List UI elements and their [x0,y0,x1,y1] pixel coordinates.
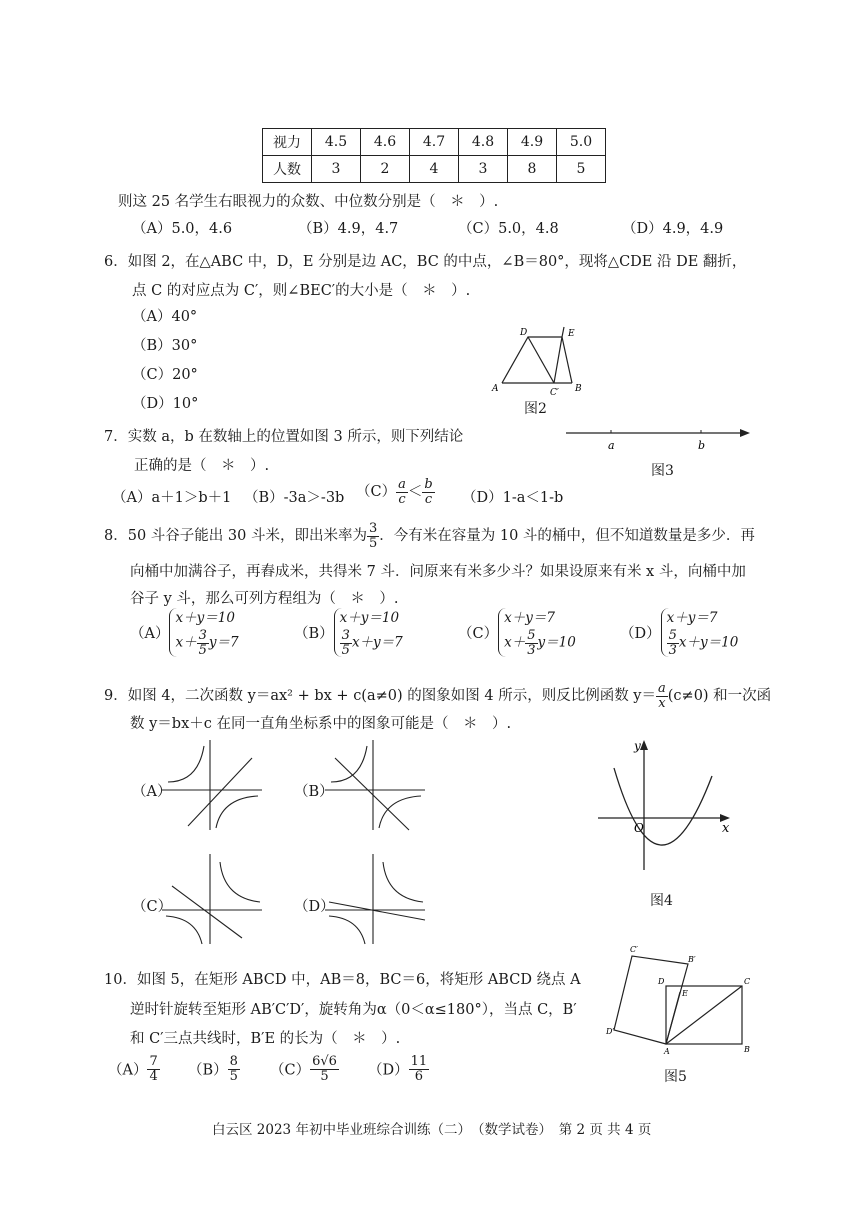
fig2-label-c1: C′ [550,388,559,398]
table-cell: 4.5 [312,129,361,156]
page-footer: 白云区 2023 年初中毕业班综合训练（二） （数学试卷） 第 2 页 共 4 页 [212,1122,652,1138]
q5-option-a: （A）5.0，4.6 [132,221,233,237]
q6-option-a: （A）40° [132,309,198,325]
axis-point-b: b [698,439,706,452]
fig5-label-a: A [664,1047,670,1056]
figure-4-parabola [596,740,736,880]
equation-system: x＋y＝7 $\frac{5}{3}$ x＋y＝10 [661,608,739,657]
fraction-a-over-x: $\frac{a}{x}$ [658,681,666,711]
q9-option-d-label: （D） [294,899,335,915]
q9-graph-a [162,738,267,833]
q10-option-a: （A） $\frac{7}{4}$ [108,1054,158,1084]
table-cell: 8 [508,156,557,183]
table-head-vision: 视力 [263,129,312,156]
q7-line1: 7．实数 a，b 在数轴上的位置如图 3 所示，则下列结论 [104,429,464,445]
table-cell: 4.7 [410,129,459,156]
q8-line2: 向桶中加满谷子，再舂成米，共得米 7 斗．问原来有米多少斗？如果设原来有米 x 斗，向桶中加 [130,564,746,580]
fig2-label-a: A [492,384,499,394]
q6-line2: 点 C 的对应点为 C′，则∠BEC′的大小是（ ＊ ）. [132,283,471,299]
equation-system: x＋y＝10 $\frac{3}{5}$ x＋y＝7 [334,608,403,657]
table-cell: 3 [312,156,361,183]
ratio-fraction: $\frac{3}{5}$ [368,521,378,551]
fig5-label-e: E [682,989,688,998]
q7-option-d: （D）1-a＜1-b [462,490,564,506]
fig5-label-d: D [658,977,665,986]
fraction-a-over-c: $\frac{a}{c}$ [398,477,406,507]
figure-2-caption: 图2 [524,401,547,417]
q7-line2: 正确的是（ ＊ ）. [134,458,270,474]
q9-graph-b [325,738,430,833]
q8-line3: 谷子 y 斗，那么可列方程组为（ ＊ ）. [130,591,399,607]
figure-5-caption: 图5 [664,1069,687,1085]
q8-option-c: （C）x＋y＝7 x＋ $\frac{5}{3}$ y＝10 [458,610,576,658]
fig4-origin-label: O [634,821,644,835]
q8-option-b: （B）x＋y＝10 $\frac{3}{5}$ x＋y＝7 [294,610,403,658]
table-cell: 4.9 [508,129,557,156]
q5-option-b: （B）4.9，4.7 [298,221,399,237]
q10-line1: 10．如图 5，在矩形 ABCD 中，AB＝8，BC＝6，将矩形 ABCD 绕点 A [104,972,581,988]
table-row [263,129,606,156]
table-cell: 2 [361,156,410,183]
fig5-label-c: C [744,977,751,986]
table-cell: 4 [410,156,459,183]
vision-table [262,128,606,183]
figure-3-caption: 图3 [651,463,674,479]
q9-option-c-label: （C） [132,899,173,915]
q10-line3: 和 C′三点共线时，B′E 的长为（ ＊ ）. [130,1031,401,1047]
table-cell: 5 [557,156,606,183]
q8-line1: 8．50 斗谷子能出 30 斗米，即出米率为 $\frac{3}{5}$ ．今有米在容量为 10 斗的桶中，但不知道数量是多少．再 [104,521,755,551]
figure-3-number-line [566,425,752,455]
fraction-b-over-c: $\frac{b}{c}$ [424,477,433,507]
equation-system: x＋y＝7 x＋ $\frac{5}{3}$ y＝10 [498,608,576,657]
q7-option-a: （A）a＋1＞b＋1 [112,490,232,506]
fig2-label-d: D [520,328,528,338]
q5-option-d: （D）4.9，4.9 [622,221,724,237]
table-head-count: 人数 [263,156,312,183]
q9-graph-d [325,852,430,947]
q6-option-b: （B）30° [132,338,198,354]
table-row [263,156,606,183]
figure-2 [490,325,590,397]
q8-option-a: （A）x＋y＝10 x＋ $\frac{3}{5}$ y＝7 [130,610,239,658]
fig5-label-b1: B′ [688,955,696,964]
table-cell: 4.6 [361,129,410,156]
equation-system: x＋y＝10 x＋ $\frac{3}{5}$ y＝7 [169,608,238,657]
fig5-label-d1: D′ [606,1027,615,1036]
q5-option-c: （C）5.0，4.8 [458,221,559,237]
axis-point-a: a [608,439,615,452]
fig4-y-label: y [634,739,641,753]
q10-option-d: （D） $\frac{11}{6}$ [368,1054,428,1084]
q8-option-d: （D）x＋y＝7 $\frac{5}{3}$ x＋y＝10 [620,610,739,658]
q9-line2: 数 y＝bx＋c 在同一直角坐标系中的图象可能是（ ＊ ）. [130,716,512,732]
figure-4-caption: 图4 [650,893,673,909]
q7-option-c: （C） $\frac{a}{c}$ ＜ $\frac{b}{c}$ [356,477,433,507]
q9-option-b-label: （B） [294,784,334,800]
q7-option-c-label: （C） [356,484,397,501]
q10-option-c: （C） $\frac{6√6}{5}$ [270,1054,337,1084]
q6-line1: 6．如图 2，在△ABC 中，D，E 分别是边 AC，BC 的中点，∠B＝80°，现将△CDE 沿 DE 翻折， [104,254,747,270]
fig4-x-label: x [722,821,730,836]
q10-line2: 逆时针旋转至矩形 AB′C′D′，旋转角为α（0＜α≤180°），当点 C，B′ [130,1002,577,1018]
table-cell: 4.8 [459,129,508,156]
q9-graph-c [162,852,267,947]
q9-line1: 9．如图 4，二次函数 y＝ax² + bx + c(a≠0) 的图象如图 4 所示，则反比例函数 y＝ $\frac{a}{x}$ (c≠0) 和一次函 [104,681,772,711]
table-cell: 5.0 [557,129,606,156]
fig5-label-b: B [744,1045,750,1054]
q7-option-b: （B）-3a＞-3b [244,490,345,506]
q6-option-d: （D）10° [132,396,199,412]
fig2-label-b: B [575,384,582,394]
figure-5-rectangles [604,944,760,1056]
fig5-label-c1: C′ [630,945,638,954]
fig2-label-e: E [568,329,575,339]
q10-option-b: （B） $\frac{8}{5}$ [188,1054,238,1084]
q6-option-c: （C）20° [132,367,198,383]
table-cell: 3 [459,156,508,183]
q9-option-a-label: （A） [132,784,172,800]
q5-stem: 则这 25 名学生右眼视力的众数、中位数分别是（ ＊ ）. [118,194,499,210]
